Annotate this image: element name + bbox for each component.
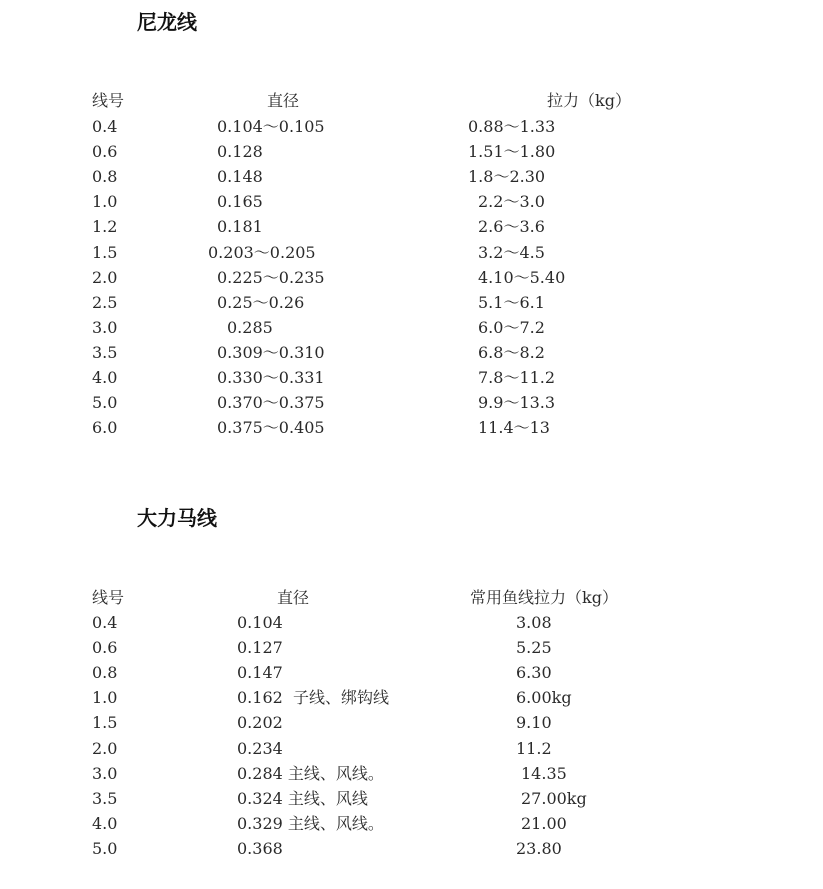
- cell-line-number: 0.8: [92, 663, 118, 683]
- cell-diameter: 0.225～0.235: [217, 267, 325, 287]
- cell-diameter: 0.104～0.105: [217, 117, 325, 136]
- cell-tension: 6.0～7.2: [478, 317, 545, 337]
- cell-tension: 5.1～6.1: [478, 292, 545, 312]
- cell-diameter: 0.162 子线、绑钩线: [237, 688, 389, 708]
- cell-diameter: 0.370～0.375: [217, 393, 325, 413]
- cell-line-number: 3.5: [92, 342, 118, 362]
- cell-line-number: 1.2: [92, 217, 118, 237]
- cell-diameter: 0.309～0.310: [217, 342, 325, 362]
- cell-tension: 9.10: [516, 713, 552, 733]
- cell-tension: 1.8～2.30: [468, 167, 546, 187]
- cell-tension: 4.10～5.40: [478, 267, 566, 287]
- section-title-dyneema: 大力马线: [137, 506, 217, 530]
- cell-diameter: 0.368: [237, 838, 283, 858]
- cell-diameter: 0.324 主线、风线: [237, 788, 368, 808]
- section-title-nylon: 尼龙线: [137, 10, 197, 34]
- cell-line-number: 6.0: [92, 418, 118, 438]
- cell-line-number: 0.4: [92, 117, 118, 136]
- cell-diameter: 0.234: [237, 738, 283, 758]
- cell-tension: 5.25: [516, 638, 552, 658]
- cell-tension: 9.9～13.3: [478, 393, 556, 413]
- cell-diameter: 0.284 主线、风线。: [237, 763, 384, 783]
- cell-line-number: 0.8: [92, 167, 118, 187]
- cell-line-number: 3.0: [92, 763, 118, 783]
- cell-tension: 11.2: [516, 738, 552, 758]
- cell-tension: 6.8～8.2: [478, 342, 545, 362]
- cell-tension: 23.80: [516, 838, 562, 858]
- cell-diameter: 0.330～0.331: [217, 368, 325, 387]
- cell-diameter: 0.203～0.205: [208, 242, 316, 262]
- cell-tension: 21.00: [521, 813, 567, 833]
- cell-tension: 7.8～11.2: [478, 368, 556, 387]
- cell-tension: 6.00kg: [516, 688, 572, 708]
- cell-tension: 1.51～1.80: [468, 142, 556, 162]
- column-header-line-number: 线号: [92, 91, 125, 110]
- cell-line-number: 5.0: [92, 838, 118, 858]
- cell-diameter: 0.285: [227, 317, 273, 337]
- column-header-diameter: 直径: [267, 91, 300, 110]
- cell-line-number: 4.0: [92, 368, 118, 387]
- cell-line-number: 0.6: [92, 142, 118, 162]
- cell-line-number: 1.5: [92, 713, 118, 733]
- cell-line-number: 1.0: [92, 688, 118, 708]
- cell-line-number: 2.5: [92, 292, 118, 312]
- cell-tension: 14.35: [521, 763, 567, 783]
- cell-tension: 3.08: [516, 613, 552, 632]
- cell-diameter: 0.375～0.405: [217, 418, 325, 438]
- column-header-diameter: 直径: [277, 588, 310, 607]
- cell-tension: 2.6～3.6: [478, 217, 545, 237]
- cell-line-number: 2.0: [92, 267, 118, 287]
- cell-line-number: 4.0: [92, 813, 118, 833]
- cell-diameter: 0.165: [217, 192, 263, 212]
- column-header-tension: 拉力（kg）: [547, 91, 631, 110]
- cell-tension: 0.88～1.33: [468, 117, 556, 136]
- cell-diameter: 0.329 主线、风线。: [237, 813, 384, 833]
- cell-tension: 2.2～3.0: [478, 192, 545, 212]
- cell-line-number: 3.5: [92, 788, 118, 808]
- cell-tension: 11.4～13: [478, 418, 550, 438]
- cell-line-number: 3.0: [92, 317, 118, 337]
- cell-diameter: 0.202: [237, 713, 283, 733]
- cell-diameter: 0.147: [237, 663, 283, 683]
- cell-diameter: 0.181: [217, 217, 263, 237]
- cell-line-number: 5.0: [92, 393, 118, 413]
- cell-line-number: 0.6: [92, 638, 118, 658]
- cell-diameter: 0.127: [237, 638, 283, 658]
- cell-diameter: 0.128: [217, 142, 263, 162]
- column-header-line-number: 线号: [92, 588, 125, 607]
- cell-diameter: 0.104: [237, 613, 283, 632]
- cell-tension: 6.30: [516, 663, 552, 683]
- cell-diameter: 0.148: [217, 167, 263, 187]
- cell-tension: 3.2～4.5: [478, 242, 545, 262]
- cell-line-number: 1.0: [92, 192, 118, 212]
- column-header-tension: 常用鱼线拉力（kg）: [470, 588, 618, 607]
- cell-line-number: 2.0: [92, 738, 118, 758]
- cell-tension: 27.00kg: [521, 788, 587, 808]
- cell-line-number: 1.5: [92, 242, 118, 262]
- cell-line-number: 0.4: [92, 613, 118, 632]
- cell-diameter: 0.25～0.26: [217, 292, 305, 312]
